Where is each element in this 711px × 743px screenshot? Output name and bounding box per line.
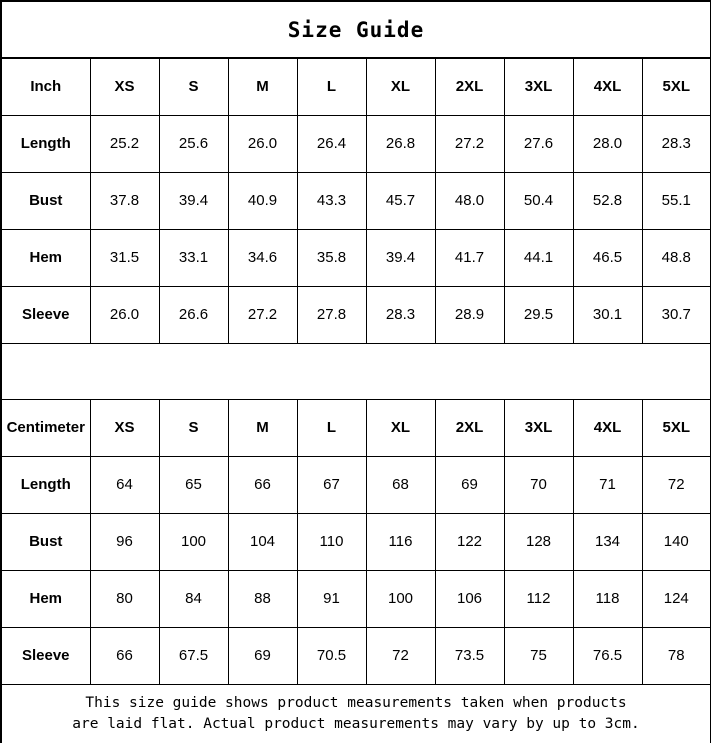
- table-cell: 40.9: [228, 172, 297, 229]
- row-label: Bust: [1, 513, 90, 570]
- table-cell: 52.8: [573, 172, 642, 229]
- footer-note-line1: This size guide shows product measurements taken when products: [85, 694, 627, 711]
- table-cell: 73.5: [435, 627, 504, 684]
- row-label: Length: [1, 456, 90, 513]
- table-cell: 30.1: [573, 286, 642, 343]
- table-cell: 134: [573, 513, 642, 570]
- table-cell: 88: [228, 570, 297, 627]
- cm-bust-row: [1, 513, 711, 570]
- table-cell: 55.1: [642, 172, 711, 229]
- table-cell: 69: [228, 627, 297, 684]
- table-cell: 96: [90, 513, 159, 570]
- table-cell: 25.2: [90, 115, 159, 172]
- table-cell: 124: [642, 570, 711, 627]
- cm-header-row: [1, 399, 711, 456]
- table-cell: 106: [435, 570, 504, 627]
- table-cell: 84: [159, 570, 228, 627]
- table-cell: 26.6: [159, 286, 228, 343]
- table-cell: 35.8: [297, 229, 366, 286]
- size-column-header: XL: [366, 58, 435, 115]
- table-cell: 26.0: [228, 115, 297, 172]
- inch-hem-row: [1, 229, 711, 286]
- unit-header-inch: Inch: [1, 58, 90, 115]
- table-cell: 68: [366, 456, 435, 513]
- size-column-header: XL: [366, 399, 435, 456]
- table-cell: 76.5: [573, 627, 642, 684]
- table-cell: 67: [297, 456, 366, 513]
- spacer-row: [1, 343, 711, 399]
- table-cell: 41.7: [435, 229, 504, 286]
- cm-hem-row: [1, 570, 711, 627]
- table-cell: 72: [366, 627, 435, 684]
- row-label: Length: [1, 115, 90, 172]
- inch-sleeve-row: [1, 286, 711, 343]
- table-cell: 104: [228, 513, 297, 570]
- table-cell: 27.2: [228, 286, 297, 343]
- size-column-header: 4XL: [573, 58, 642, 115]
- table-cell: 29.5: [504, 286, 573, 343]
- size-column-header: L: [297, 399, 366, 456]
- size-column-header: 3XL: [504, 399, 573, 456]
- table-cell: 116: [366, 513, 435, 570]
- table-cell: 37.8: [90, 172, 159, 229]
- table-cell: 26.8: [366, 115, 435, 172]
- table-cell: 100: [366, 570, 435, 627]
- table-cell: 27.2: [435, 115, 504, 172]
- table-cell: 128: [504, 513, 573, 570]
- table-cell: 118: [573, 570, 642, 627]
- table-cell: 50.4: [504, 172, 573, 229]
- inch-header-row: [1, 58, 711, 115]
- table-cell: 70: [504, 456, 573, 513]
- footer-row: [1, 684, 711, 743]
- table-cell: 26.0: [90, 286, 159, 343]
- table-cell: 30.7: [642, 286, 711, 343]
- table-cell: 69: [435, 456, 504, 513]
- footer-note-line2: are laid flat. Actual product measurements may vary by up to 3cm.: [72, 715, 640, 732]
- size-column-header: S: [159, 399, 228, 456]
- row-label: Sleeve: [1, 286, 90, 343]
- page-title: Size Guide: [1, 1, 711, 58]
- table-cell: 28.3: [366, 286, 435, 343]
- size-column-header: 4XL: [573, 399, 642, 456]
- spacer-cell: [1, 343, 711, 399]
- table-cell: 110: [297, 513, 366, 570]
- row-label: Hem: [1, 570, 90, 627]
- table-cell: 27.6: [504, 115, 573, 172]
- inch-length-row: [1, 115, 711, 172]
- size-column-header: 2XL: [435, 58, 504, 115]
- cm-sleeve-row: [1, 627, 711, 684]
- size-column-header: XS: [90, 399, 159, 456]
- table-cell: 28.9: [435, 286, 504, 343]
- table-cell: 46.5: [573, 229, 642, 286]
- table-cell: 48.8: [642, 229, 711, 286]
- table-cell: 39.4: [366, 229, 435, 286]
- table-cell: 64: [90, 456, 159, 513]
- inch-bust-row: [1, 172, 711, 229]
- size-column-header: M: [228, 58, 297, 115]
- row-label: Sleeve: [1, 627, 90, 684]
- footer-note: [1, 684, 711, 743]
- table-cell: 122: [435, 513, 504, 570]
- table-cell: 27.8: [297, 286, 366, 343]
- table-cell: 48.0: [435, 172, 504, 229]
- table-cell: 33.1: [159, 229, 228, 286]
- size-column-header: S: [159, 58, 228, 115]
- row-label: Hem: [1, 229, 90, 286]
- size-column-header: M: [228, 399, 297, 456]
- row-label: Bust: [1, 172, 90, 229]
- table-cell: 39.4: [159, 172, 228, 229]
- table-cell: 70.5: [297, 627, 366, 684]
- table-cell: 75: [504, 627, 573, 684]
- table-cell: 66: [90, 627, 159, 684]
- size-column-header: L: [297, 58, 366, 115]
- table-cell: 112: [504, 570, 573, 627]
- table-cell: 34.6: [228, 229, 297, 286]
- table-cell: 45.7: [366, 172, 435, 229]
- table-cell: 66: [228, 456, 297, 513]
- size-column-header: 5XL: [642, 399, 711, 456]
- table-cell: 71: [573, 456, 642, 513]
- table-cell: 67.5: [159, 627, 228, 684]
- table-cell: 43.3: [297, 172, 366, 229]
- table-cell: 25.6: [159, 115, 228, 172]
- table-cell: 80: [90, 570, 159, 627]
- title-row: [1, 1, 711, 58]
- table-cell: 28.0: [573, 115, 642, 172]
- table-cell: 100: [159, 513, 228, 570]
- size-column-header: 2XL: [435, 399, 504, 456]
- table-cell: 26.4: [297, 115, 366, 172]
- table-cell: 140: [642, 513, 711, 570]
- table-cell: 72: [642, 456, 711, 513]
- table-cell: 91: [297, 570, 366, 627]
- size-column-header: 5XL: [642, 58, 711, 115]
- table-cell: 78: [642, 627, 711, 684]
- cm-length-row: [1, 456, 711, 513]
- table-cell: 31.5: [90, 229, 159, 286]
- unit-header-centimeter: Centimeter: [1, 399, 90, 456]
- table-cell: 44.1: [504, 229, 573, 286]
- table-cell: 65: [159, 456, 228, 513]
- table-cell: 28.3: [642, 115, 711, 172]
- size-column-header: XS: [90, 58, 159, 115]
- size-column-header: 3XL: [504, 58, 573, 115]
